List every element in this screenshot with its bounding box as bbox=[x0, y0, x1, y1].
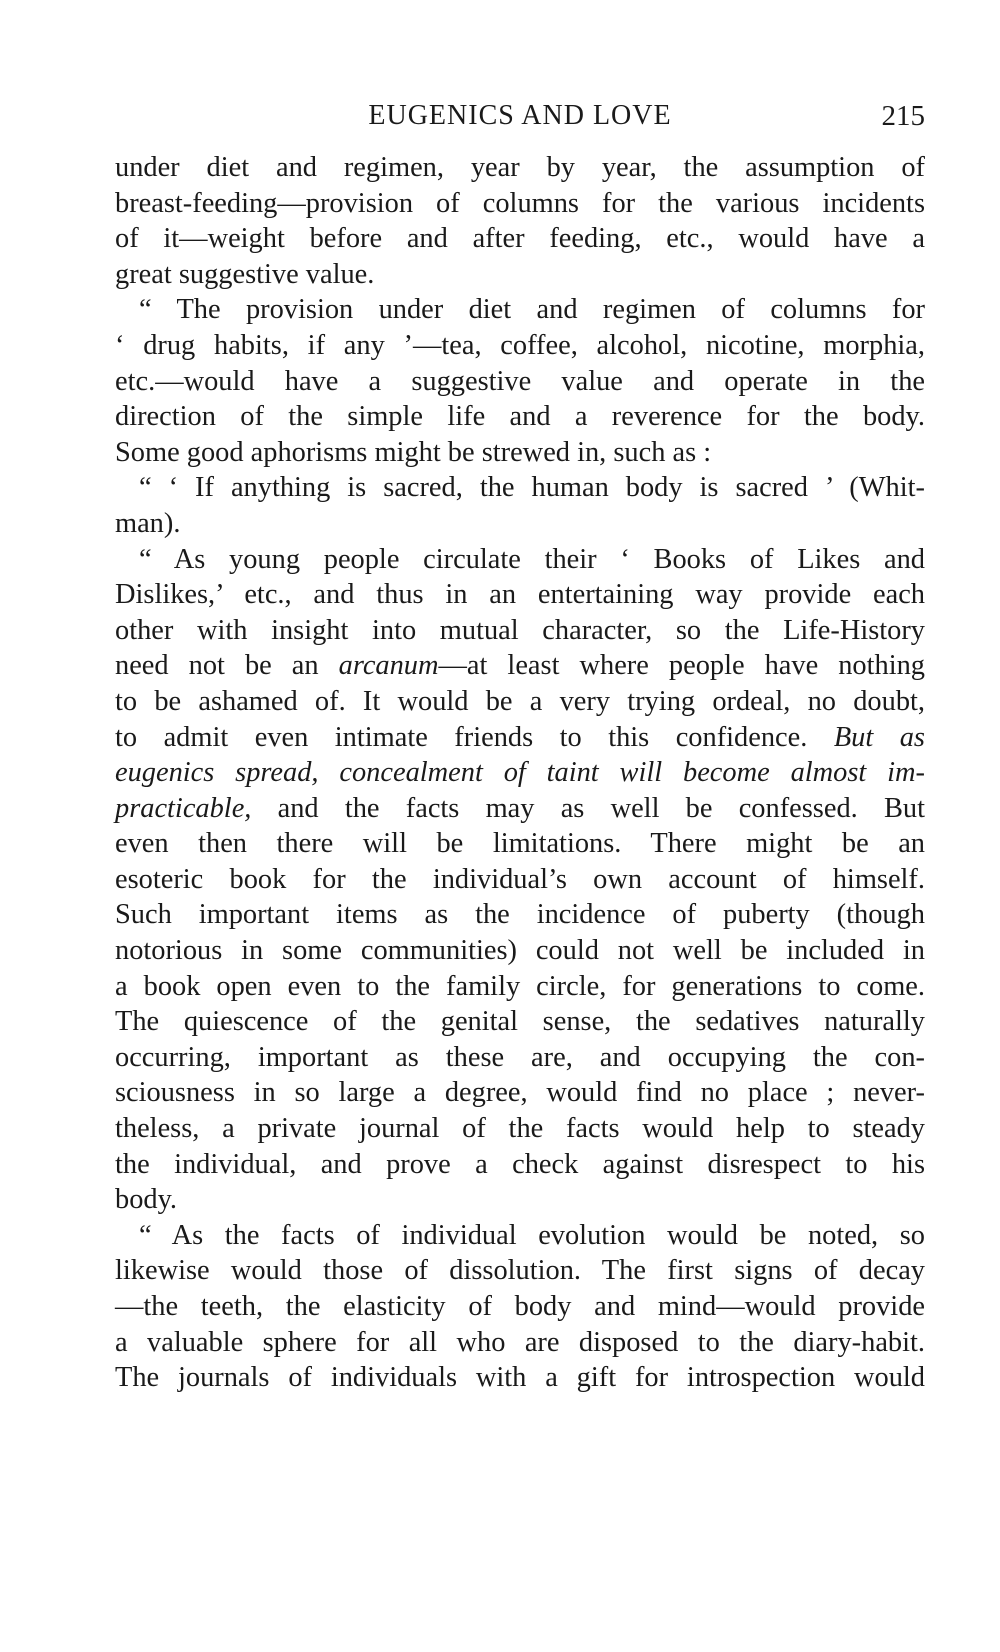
text-line: great suggestive value. bbox=[115, 258, 375, 290]
text-line: practicable, and the facts may as well be confessed. But bbox=[115, 792, 925, 824]
text-line: Some good aphorisms might be strewed in, such as : bbox=[115, 436, 712, 468]
text-line: even then there will be limitations. There might be an bbox=[115, 828, 925, 860]
text-line: to be ashamed of. It would be a very trying ordeal, no doubt, bbox=[115, 685, 925, 717]
text-line: a valuable sphere for all who are disposed to the diary-habit. bbox=[115, 1326, 925, 1358]
text-line: Such important items as the incidence of puberty (though bbox=[115, 899, 925, 931]
page-number: 215 bbox=[881, 100, 925, 132]
body-text bbox=[115, 150, 925, 1396]
running-title: EUGENICS AND LOVE bbox=[368, 100, 672, 131]
text-line: breast-feeding—provision of columns for the various incidents bbox=[115, 187, 925, 219]
italic-text: practicable, bbox=[115, 792, 252, 824]
text-line: The quiescence of the genital sense, the sedatives naturally bbox=[115, 1006, 925, 1038]
text-line: esoteric book for the individual’s own account of himself. bbox=[115, 863, 925, 895]
text-line: —the teeth, the elasticity of body and mind—would provide bbox=[115, 1291, 925, 1322]
text-line: under diet and regimen, year by year, the assumption of bbox=[115, 152, 925, 183]
text-line: “ As young people circulate their ‘ Books of Likes and bbox=[139, 543, 925, 575]
text-line: “ The provision under diet and regimen of columns for bbox=[139, 294, 925, 326]
text-line: the individual, and prove a check against disrespect to his bbox=[115, 1148, 925, 1180]
text-line: direction of the simple life and a reverence for the body. bbox=[115, 401, 925, 433]
text-line: of it—weight before and after feeding, etc., would have a bbox=[115, 223, 925, 255]
text-line: likewise would those of dissolution. The first signs of decay bbox=[115, 1255, 925, 1287]
text-line: etc.—would have a suggestive value and operate in the bbox=[115, 365, 925, 397]
text-line: man). bbox=[115, 507, 181, 539]
text-line: eugenics spread, concealment of taint will become almost im- bbox=[115, 757, 925, 789]
text-line: to admit even intimate friends to this confidence. But as bbox=[115, 721, 925, 753]
italic-text: But as bbox=[833, 721, 925, 753]
text-line: theless, a private journal of the facts would help to steady bbox=[115, 1113, 925, 1145]
italic-text: arcanum bbox=[338, 650, 439, 682]
text-line: “ ‘ If anything is sacred, the human body is sacred ’ (Whit- bbox=[139, 472, 925, 504]
text-line: a book open even to the family circle, for generations to come. bbox=[115, 970, 925, 1002]
text-line: The journals of individuals with a gift for introspection would bbox=[115, 1362, 925, 1394]
text-line: notorious in some communities) could not well be included in bbox=[115, 935, 925, 967]
text-line: other with insight into mutual character, so the Life-History bbox=[115, 614, 925, 646]
text-line: need not be an arcanum—at least where people have nothing bbox=[115, 650, 925, 682]
text-line: sciousness in so large a degree, would find no place ; never- bbox=[115, 1077, 925, 1109]
text-line: “ As the facts of individual evolution would be noted, so bbox=[139, 1219, 925, 1251]
text-line: ‘ drug habits, if any ’—tea, coffee, alcohol, nicotine, morphia, bbox=[115, 329, 925, 361]
text-line: Dislikes,’ etc., and thus in an entertaining way provide each bbox=[115, 579, 925, 611]
text-line: body. bbox=[115, 1184, 178, 1216]
text-line: occurring, important as these are, and occupying the con- bbox=[115, 1041, 925, 1073]
running-head bbox=[115, 96, 925, 136]
